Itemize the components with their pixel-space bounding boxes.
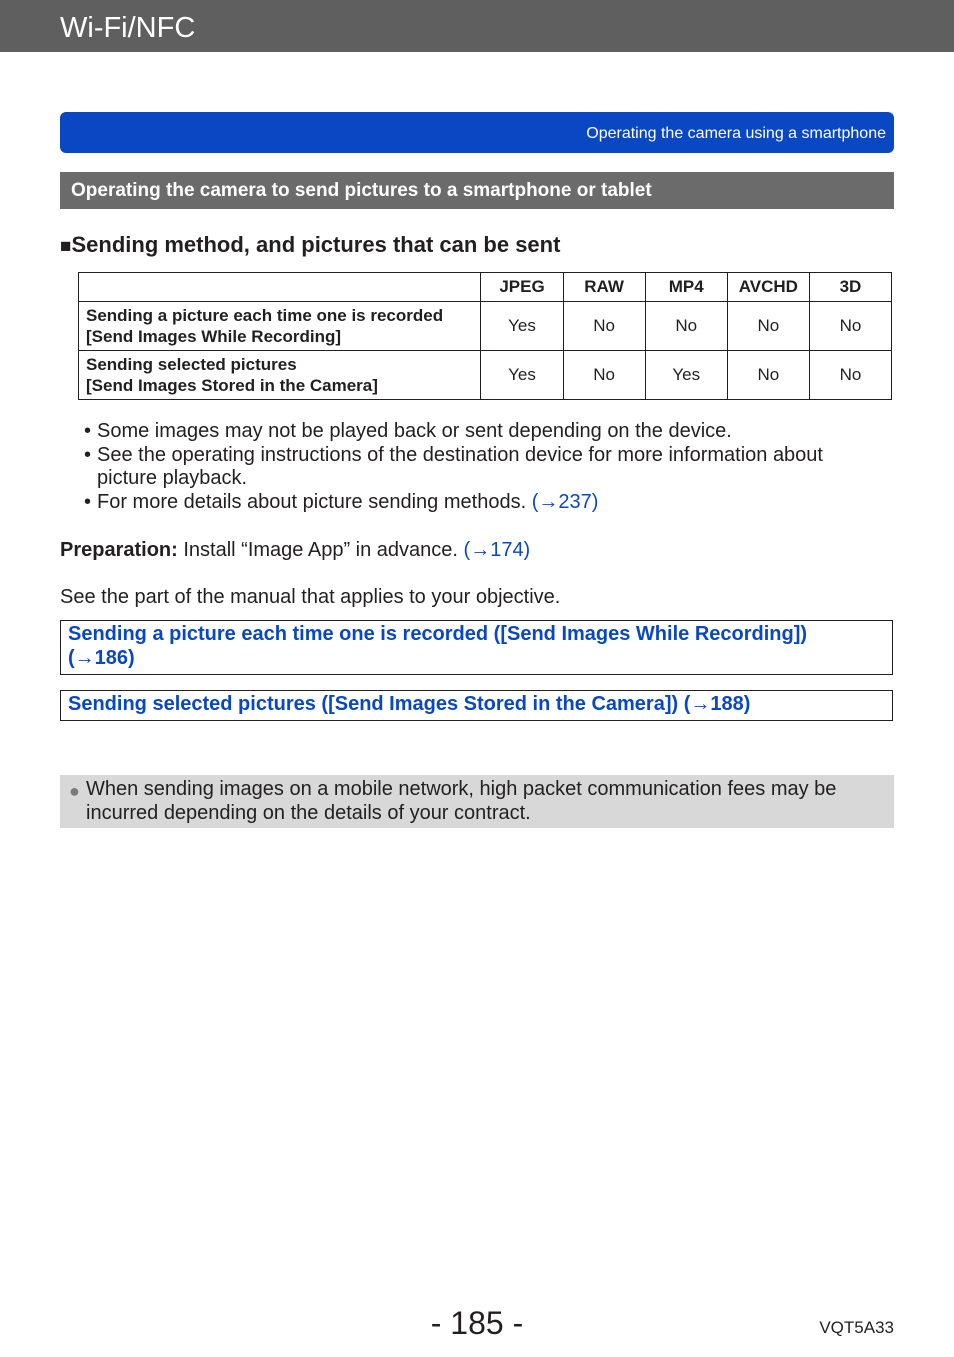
page-number: - 185 - bbox=[430, 1305, 524, 1341]
compatibility-table bbox=[78, 272, 892, 400]
row-label bbox=[79, 351, 481, 400]
table-cell: No bbox=[563, 351, 645, 400]
table-cell: Yes bbox=[481, 351, 563, 400]
list-item bbox=[84, 491, 884, 515]
link-text-line: Sending a picture each time one is recorded ([Send Images While Recording]) bbox=[68, 623, 808, 645]
table-cell: No bbox=[563, 302, 645, 351]
send-stored-link[interactable] bbox=[60, 690, 893, 721]
table-header-cell: 3D bbox=[809, 273, 891, 302]
section-banner bbox=[60, 112, 894, 153]
chapter-title: Wi-Fi/NFC bbox=[60, 12, 196, 44]
page-ref-link[interactable]: (→174) bbox=[463, 539, 531, 561]
link-text-line: Sending selected pictures ([Send Images Stored in the Camera]) (→188) bbox=[68, 693, 751, 715]
table-header-cell bbox=[79, 273, 481, 302]
bullet-icon: • bbox=[84, 490, 92, 513]
table-header-cell: JPEG bbox=[481, 273, 563, 302]
section-heading bbox=[60, 172, 894, 209]
table-cell: Yes bbox=[645, 351, 727, 400]
table-cell: No bbox=[727, 302, 809, 351]
table-cell: No bbox=[809, 302, 891, 351]
preparation-label: Preparation: bbox=[60, 539, 178, 561]
top-header-bar bbox=[0, 0, 954, 52]
section-heading-text: Operating the camera to send pictures to a smartphone or tablet bbox=[71, 180, 652, 201]
caution-note bbox=[60, 775, 894, 828]
subheading-text: Sending method, and pictures that can be sent bbox=[71, 232, 561, 257]
list-item bbox=[84, 420, 884, 444]
banner-text: Operating the camera using a smartphone bbox=[586, 125, 886, 142]
send-while-recording-link[interactable] bbox=[60, 620, 893, 675]
circle-bullet-icon: ● bbox=[69, 781, 80, 801]
table-row bbox=[79, 302, 892, 351]
table-header-cell: AVCHD bbox=[727, 273, 809, 302]
table-cell: No bbox=[727, 351, 809, 400]
bullet-icon: • bbox=[84, 420, 92, 442]
link-text-line: (→186) bbox=[68, 647, 135, 669]
document-code: VQT5A33 bbox=[819, 1318, 894, 1337]
preparation-line bbox=[60, 538, 530, 562]
caution-note-text: When sending images on a mobile network, high packet communication fees may be incurred depending on the details of your contract. bbox=[86, 778, 837, 824]
list-item bbox=[84, 444, 884, 491]
list-item-text: See the operating instructions of the destination device for more information about picture playback. bbox=[97, 443, 823, 489]
list-item-text: Some images may not be played back or sent depending on the device. bbox=[97, 420, 732, 442]
table-header-row bbox=[79, 273, 892, 302]
row-label-line: [Send Images While Recording] bbox=[86, 327, 342, 346]
subheading bbox=[60, 232, 560, 260]
page-ref-link[interactable]: (→237) bbox=[531, 490, 599, 513]
table-header-cell: RAW bbox=[563, 273, 645, 302]
preparation-text: Install “Image App” in advance. bbox=[177, 539, 464, 561]
table-row bbox=[79, 351, 892, 400]
instruction-text: See the part of the manual that applies to your objective. bbox=[60, 586, 561, 608]
row-label bbox=[79, 302, 481, 351]
table-cell: No bbox=[809, 351, 891, 400]
square-bullet-icon: ■ bbox=[60, 236, 72, 257]
bullet-icon: • bbox=[84, 443, 92, 466]
table-cell: No bbox=[645, 302, 727, 351]
table-cell: Yes bbox=[481, 302, 563, 351]
table-header-cell: MP4 bbox=[645, 273, 727, 302]
notes-list bbox=[84, 420, 884, 514]
row-label-line: Sending a picture each time one is recorded bbox=[86, 306, 444, 325]
list-item-text: For more details about picture sending methods. bbox=[97, 490, 532, 513]
row-label-line: [Send Images Stored in the Camera] bbox=[86, 376, 378, 395]
row-label-line: Sending selected pictures bbox=[86, 355, 297, 374]
